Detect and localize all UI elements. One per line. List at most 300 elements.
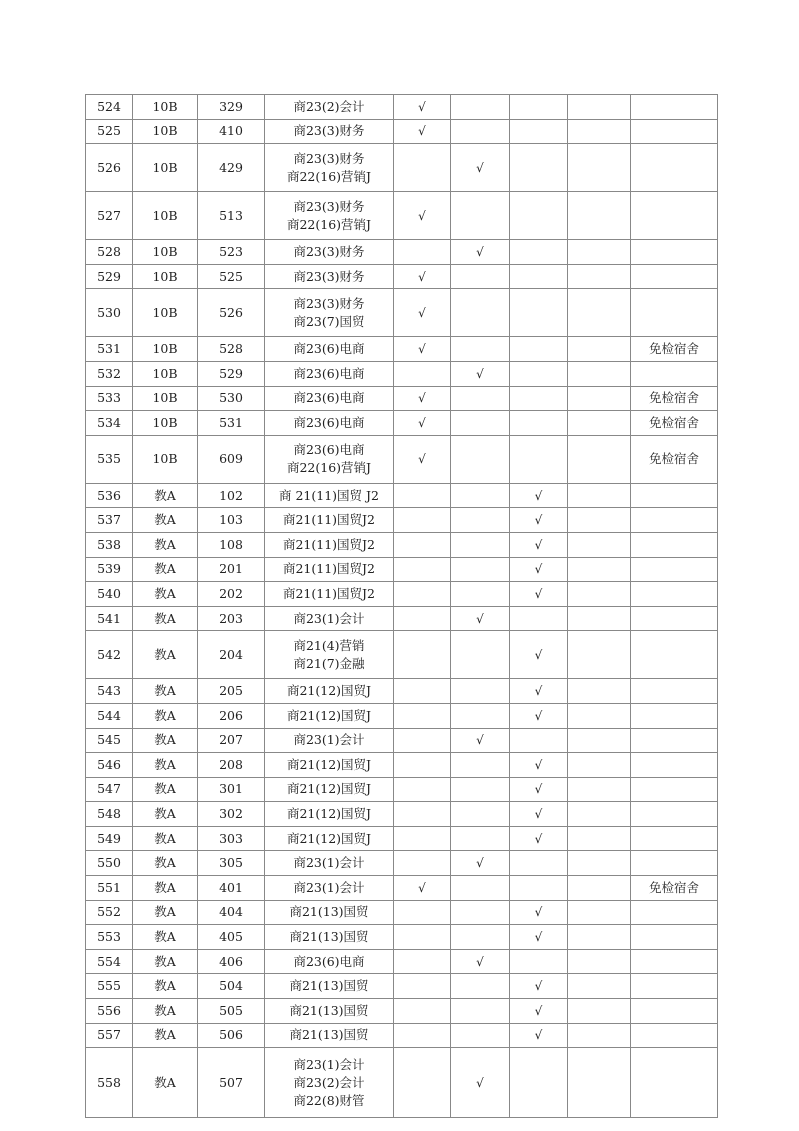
class-name: 商22(16)营销J xyxy=(286,216,372,232)
building-cell: 教A xyxy=(133,1048,198,1118)
check-cell-2 xyxy=(451,483,510,508)
table-row xyxy=(86,802,718,827)
check-cell-4 xyxy=(568,582,631,607)
check-cell-2: √ xyxy=(451,361,510,386)
table-row xyxy=(86,851,718,876)
check-cell-3 xyxy=(510,386,568,411)
class-cell xyxy=(265,925,394,950)
note-cell xyxy=(631,631,718,679)
check-cell-3 xyxy=(510,949,568,974)
check-cell-1: √ xyxy=(394,289,451,337)
class-name: 商21(13)国贸 xyxy=(289,1027,369,1043)
building-cell: 教A xyxy=(133,631,198,679)
class-cell xyxy=(265,728,394,753)
class-name: 商23(1)会计 xyxy=(293,610,365,626)
room-cell: 108 xyxy=(198,532,265,557)
check-cell-2 xyxy=(451,411,510,436)
row-number-cell: 532 xyxy=(86,361,133,386)
room-cell: 530 xyxy=(198,386,265,411)
check-cell-4 xyxy=(568,728,631,753)
row-number-cell: 544 xyxy=(86,703,133,728)
class-name: 商21(12)国贸J xyxy=(286,683,372,699)
check-cell-4 xyxy=(568,95,631,120)
check-cell-3: √ xyxy=(510,508,568,533)
class-cell xyxy=(265,435,394,483)
class-cell xyxy=(265,753,394,778)
check-cell-3: √ xyxy=(510,703,568,728)
check-cell-1 xyxy=(394,949,451,974)
check-cell-4 xyxy=(568,508,631,533)
check-cell-3 xyxy=(510,144,568,192)
check-cell-2: √ xyxy=(451,949,510,974)
row-number-cell: 547 xyxy=(86,777,133,802)
class-name: 商21(11)国贸J2 xyxy=(282,512,376,528)
check-cell-3: √ xyxy=(510,900,568,925)
check-cell-1 xyxy=(394,532,451,557)
note-cell xyxy=(631,777,718,802)
check-cell-4 xyxy=(568,483,631,508)
check-cell-3: √ xyxy=(510,631,568,679)
check-cell-4 xyxy=(568,435,631,483)
building-cell: 教A xyxy=(133,557,198,582)
table-row xyxy=(86,777,718,802)
check-cell-1 xyxy=(394,851,451,876)
check-cell-4 xyxy=(568,1048,631,1118)
class-name: 商23(7)国贸 xyxy=(293,313,365,329)
check-cell-1 xyxy=(394,483,451,508)
note-cell xyxy=(631,119,718,144)
row-number-cell: 546 xyxy=(86,753,133,778)
room-cell: 301 xyxy=(198,777,265,802)
check-cell-4 xyxy=(568,386,631,411)
class-cell xyxy=(265,900,394,925)
note-cell: 免检宿舍 xyxy=(631,337,718,362)
table-row xyxy=(86,240,718,265)
row-number-cell: 555 xyxy=(86,974,133,999)
note-cell: 免检宿舍 xyxy=(631,411,718,436)
class-name: 商23(3)财务 xyxy=(293,243,365,259)
check-cell-1 xyxy=(394,631,451,679)
table-row xyxy=(86,289,718,337)
building-cell: 10B xyxy=(133,386,198,411)
check-cell-3 xyxy=(510,289,568,337)
class-name: 商21(12)国贸J xyxy=(286,806,372,822)
check-cell-4 xyxy=(568,192,631,240)
table-row xyxy=(86,999,718,1024)
check-cell-2: √ xyxy=(451,728,510,753)
check-cell-3 xyxy=(510,361,568,386)
table-row xyxy=(86,606,718,631)
note-cell xyxy=(631,802,718,827)
check-cell-1: √ xyxy=(394,119,451,144)
class-name: 商23(3)财务 xyxy=(293,123,365,139)
row-number-cell: 543 xyxy=(86,679,133,704)
class-name: 商23(6)电商 xyxy=(293,341,365,357)
check-cell-3: √ xyxy=(510,483,568,508)
table-row xyxy=(86,876,718,901)
building-cell: 10B xyxy=(133,240,198,265)
check-cell-2 xyxy=(451,974,510,999)
check-cell-2 xyxy=(451,826,510,851)
room-cell: 410 xyxy=(198,119,265,144)
check-cell-2 xyxy=(451,435,510,483)
check-cell-4 xyxy=(568,289,631,337)
table-row xyxy=(86,631,718,679)
check-cell-4 xyxy=(568,679,631,704)
note-cell xyxy=(631,582,718,607)
table-body xyxy=(86,95,718,1118)
class-name: 商23(1)会计 xyxy=(293,855,365,871)
check-cell-3 xyxy=(510,606,568,631)
building-cell: 教A xyxy=(133,483,198,508)
class-cell xyxy=(265,508,394,533)
room-cell: 404 xyxy=(198,900,265,925)
check-cell-1 xyxy=(394,802,451,827)
check-cell-2 xyxy=(451,876,510,901)
table-row xyxy=(86,435,718,483)
building-cell: 10B xyxy=(133,435,198,483)
building-cell: 教A xyxy=(133,753,198,778)
note-cell: 免检宿舍 xyxy=(631,386,718,411)
room-cell: 205 xyxy=(198,679,265,704)
note-cell xyxy=(631,679,718,704)
check-cell-2 xyxy=(451,631,510,679)
class-name: 商22(16)营销J xyxy=(286,168,372,184)
table-row xyxy=(86,483,718,508)
check-cell-4 xyxy=(568,240,631,265)
check-cell-1 xyxy=(394,753,451,778)
check-cell-2 xyxy=(451,582,510,607)
check-cell-4 xyxy=(568,119,631,144)
row-number-cell: 548 xyxy=(86,802,133,827)
class-cell xyxy=(265,411,394,436)
class-cell xyxy=(265,289,394,337)
class-name: 商23(3)财务 xyxy=(293,198,365,214)
room-cell: 529 xyxy=(198,361,265,386)
row-number-cell: 528 xyxy=(86,240,133,265)
building-cell: 教A xyxy=(133,1023,198,1048)
table-row xyxy=(86,826,718,851)
check-cell-4 xyxy=(568,144,631,192)
check-cell-2 xyxy=(451,508,510,533)
class-cell xyxy=(265,876,394,901)
building-cell: 10B xyxy=(133,411,198,436)
check-cell-1: √ xyxy=(394,386,451,411)
room-cell: 206 xyxy=(198,703,265,728)
class-name: 商22(16)营销J xyxy=(286,460,372,476)
note-cell xyxy=(631,192,718,240)
check-cell-1 xyxy=(394,974,451,999)
room-cell: 202 xyxy=(198,582,265,607)
class-name: 商22(8)财管 xyxy=(293,1092,365,1108)
check-cell-1 xyxy=(394,999,451,1024)
class-cell xyxy=(265,606,394,631)
check-cell-2 xyxy=(451,802,510,827)
check-cell-4 xyxy=(568,337,631,362)
table-row xyxy=(86,264,718,289)
check-cell-1: √ xyxy=(394,95,451,120)
class-name: 商21(11)国贸J2 xyxy=(282,536,376,552)
room-cell: 507 xyxy=(198,1048,265,1118)
row-number-cell: 526 xyxy=(86,144,133,192)
class-cell xyxy=(265,974,394,999)
row-number-cell: 542 xyxy=(86,631,133,679)
check-cell-4 xyxy=(568,949,631,974)
row-number-cell: 533 xyxy=(86,386,133,411)
class-cell xyxy=(265,264,394,289)
note-cell xyxy=(631,606,718,631)
check-cell-3 xyxy=(510,851,568,876)
room-cell: 329 xyxy=(198,95,265,120)
note-cell xyxy=(631,264,718,289)
class-cell xyxy=(265,95,394,120)
check-cell-2 xyxy=(451,925,510,950)
building-cell: 教A xyxy=(133,925,198,950)
row-number-cell: 534 xyxy=(86,411,133,436)
check-cell-1: √ xyxy=(394,192,451,240)
building-cell: 教A xyxy=(133,900,198,925)
check-cell-2 xyxy=(451,337,510,362)
check-cell-4 xyxy=(568,802,631,827)
room-cell: 505 xyxy=(198,999,265,1024)
room-cell: 302 xyxy=(198,802,265,827)
check-cell-1: √ xyxy=(394,411,451,436)
class-name: 商 21(11)国贸 J2 xyxy=(279,487,379,503)
check-cell-1 xyxy=(394,1048,451,1118)
table-row xyxy=(86,679,718,704)
row-number-cell: 558 xyxy=(86,1048,133,1118)
check-cell-1 xyxy=(394,582,451,607)
check-cell-2 xyxy=(451,119,510,144)
note-cell xyxy=(631,557,718,582)
check-cell-1 xyxy=(394,1023,451,1048)
note-cell xyxy=(631,361,718,386)
room-cell: 523 xyxy=(198,240,265,265)
table-row xyxy=(86,192,718,240)
building-cell: 教A xyxy=(133,703,198,728)
class-cell xyxy=(265,999,394,1024)
class-cell xyxy=(265,703,394,728)
room-cell: 303 xyxy=(198,826,265,851)
check-cell-4 xyxy=(568,264,631,289)
check-cell-3 xyxy=(510,876,568,901)
note-cell xyxy=(631,508,718,533)
check-cell-3 xyxy=(510,337,568,362)
building-cell: 10B xyxy=(133,337,198,362)
check-cell-1 xyxy=(394,925,451,950)
table-row xyxy=(86,1023,718,1048)
room-cell: 513 xyxy=(198,192,265,240)
room-cell: 528 xyxy=(198,337,265,362)
check-cell-1: √ xyxy=(394,264,451,289)
class-cell xyxy=(265,826,394,851)
row-number-cell: 552 xyxy=(86,900,133,925)
class-cell xyxy=(265,386,394,411)
room-cell: 201 xyxy=(198,557,265,582)
check-cell-3: √ xyxy=(510,753,568,778)
check-cell-4 xyxy=(568,876,631,901)
check-cell-4 xyxy=(568,974,631,999)
class-name: 商23(6)电商 xyxy=(293,414,365,430)
check-cell-3: √ xyxy=(510,999,568,1024)
row-number-cell: 527 xyxy=(86,192,133,240)
class-name: 商21(12)国贸J xyxy=(286,781,372,797)
table-row xyxy=(86,119,718,144)
building-cell: 10B xyxy=(133,264,198,289)
row-number-cell: 530 xyxy=(86,289,133,337)
note-cell xyxy=(631,851,718,876)
check-cell-3 xyxy=(510,435,568,483)
note-cell: 免检宿舍 xyxy=(631,435,718,483)
table-row xyxy=(86,974,718,999)
class-name: 商23(3)财务 xyxy=(293,295,365,311)
check-cell-3: √ xyxy=(510,974,568,999)
check-cell-3 xyxy=(510,119,568,144)
check-cell-4 xyxy=(568,753,631,778)
check-cell-3 xyxy=(510,728,568,753)
check-cell-4 xyxy=(568,851,631,876)
class-cell xyxy=(265,949,394,974)
check-cell-2 xyxy=(451,900,510,925)
check-cell-1: √ xyxy=(394,876,451,901)
table-row xyxy=(86,900,718,925)
check-cell-3 xyxy=(510,95,568,120)
room-cell: 103 xyxy=(198,508,265,533)
check-cell-4 xyxy=(568,900,631,925)
dormitory-inspection-table xyxy=(85,94,718,1118)
check-cell-4 xyxy=(568,1023,631,1048)
building-cell: 教A xyxy=(133,999,198,1024)
class-cell xyxy=(265,119,394,144)
note-cell xyxy=(631,532,718,557)
check-cell-2: √ xyxy=(451,606,510,631)
class-cell xyxy=(265,361,394,386)
check-cell-4 xyxy=(568,999,631,1024)
class-name: 商23(6)电商 xyxy=(293,953,365,969)
check-cell-4 xyxy=(568,826,631,851)
check-cell-1 xyxy=(394,144,451,192)
check-cell-2 xyxy=(451,264,510,289)
check-cell-3 xyxy=(510,1048,568,1118)
building-cell: 教A xyxy=(133,532,198,557)
room-cell: 531 xyxy=(198,411,265,436)
table-row xyxy=(86,557,718,582)
check-cell-3: √ xyxy=(510,557,568,582)
check-cell-2: √ xyxy=(451,240,510,265)
class-cell xyxy=(265,802,394,827)
class-name: 商21(12)国贸J xyxy=(286,756,372,772)
class-name: 商23(1)会计 xyxy=(293,1056,365,1072)
table-row xyxy=(86,728,718,753)
room-cell: 401 xyxy=(198,876,265,901)
table-row xyxy=(86,144,718,192)
check-cell-1 xyxy=(394,826,451,851)
check-cell-1: √ xyxy=(394,435,451,483)
note-cell xyxy=(631,703,718,728)
row-number-cell: 541 xyxy=(86,606,133,631)
check-cell-4 xyxy=(568,777,631,802)
building-cell: 教A xyxy=(133,949,198,974)
room-cell: 406 xyxy=(198,949,265,974)
check-cell-1: √ xyxy=(394,337,451,362)
class-cell xyxy=(265,1048,394,1118)
check-cell-3 xyxy=(510,240,568,265)
note-cell xyxy=(631,240,718,265)
building-cell: 教A xyxy=(133,876,198,901)
check-cell-2 xyxy=(451,192,510,240)
row-number-cell: 550 xyxy=(86,851,133,876)
building-cell: 教A xyxy=(133,679,198,704)
check-cell-2 xyxy=(451,386,510,411)
class-name: 商21(4)营销 xyxy=(293,637,365,653)
check-cell-1 xyxy=(394,679,451,704)
note-cell xyxy=(631,753,718,778)
check-cell-2 xyxy=(451,1023,510,1048)
room-cell: 208 xyxy=(198,753,265,778)
building-cell: 教A xyxy=(133,606,198,631)
check-cell-4 xyxy=(568,606,631,631)
row-number-cell: 525 xyxy=(86,119,133,144)
check-cell-4 xyxy=(568,411,631,436)
class-name: 商21(7)金融 xyxy=(293,655,365,671)
check-cell-2 xyxy=(451,557,510,582)
check-cell-2 xyxy=(451,753,510,778)
note-cell xyxy=(631,483,718,508)
check-cell-3: √ xyxy=(510,802,568,827)
class-name: 商23(3)财务 xyxy=(293,268,365,284)
class-cell xyxy=(265,337,394,362)
note-cell xyxy=(631,974,718,999)
row-number-cell: 529 xyxy=(86,264,133,289)
room-cell: 305 xyxy=(198,851,265,876)
class-cell xyxy=(265,777,394,802)
class-name: 商23(3)财务 xyxy=(293,150,365,166)
check-cell-1 xyxy=(394,240,451,265)
table-row xyxy=(86,411,718,436)
class-cell xyxy=(265,192,394,240)
class-cell xyxy=(265,582,394,607)
table-row xyxy=(86,508,718,533)
row-number-cell: 538 xyxy=(86,532,133,557)
room-cell: 506 xyxy=(198,1023,265,1048)
class-name: 商23(1)会计 xyxy=(293,732,365,748)
building-cell: 10B xyxy=(133,95,198,120)
building-cell: 10B xyxy=(133,144,198,192)
check-cell-4 xyxy=(568,557,631,582)
table-row xyxy=(86,925,718,950)
row-number-cell: 540 xyxy=(86,582,133,607)
row-number-cell: 554 xyxy=(86,949,133,974)
class-cell xyxy=(265,1023,394,1048)
check-cell-4 xyxy=(568,361,631,386)
check-cell-2 xyxy=(451,95,510,120)
room-cell: 405 xyxy=(198,925,265,950)
check-cell-3 xyxy=(510,264,568,289)
row-number-cell: 536 xyxy=(86,483,133,508)
check-cell-3: √ xyxy=(510,777,568,802)
table-row xyxy=(86,753,718,778)
class-name: 商23(2)会计 xyxy=(293,1074,365,1090)
check-cell-3: √ xyxy=(510,582,568,607)
class-cell xyxy=(265,851,394,876)
check-cell-4 xyxy=(568,631,631,679)
room-cell: 526 xyxy=(198,289,265,337)
row-number-cell: 539 xyxy=(86,557,133,582)
row-number-cell: 551 xyxy=(86,876,133,901)
note-cell xyxy=(631,925,718,950)
table-row xyxy=(86,1048,718,1118)
row-number-cell: 545 xyxy=(86,728,133,753)
